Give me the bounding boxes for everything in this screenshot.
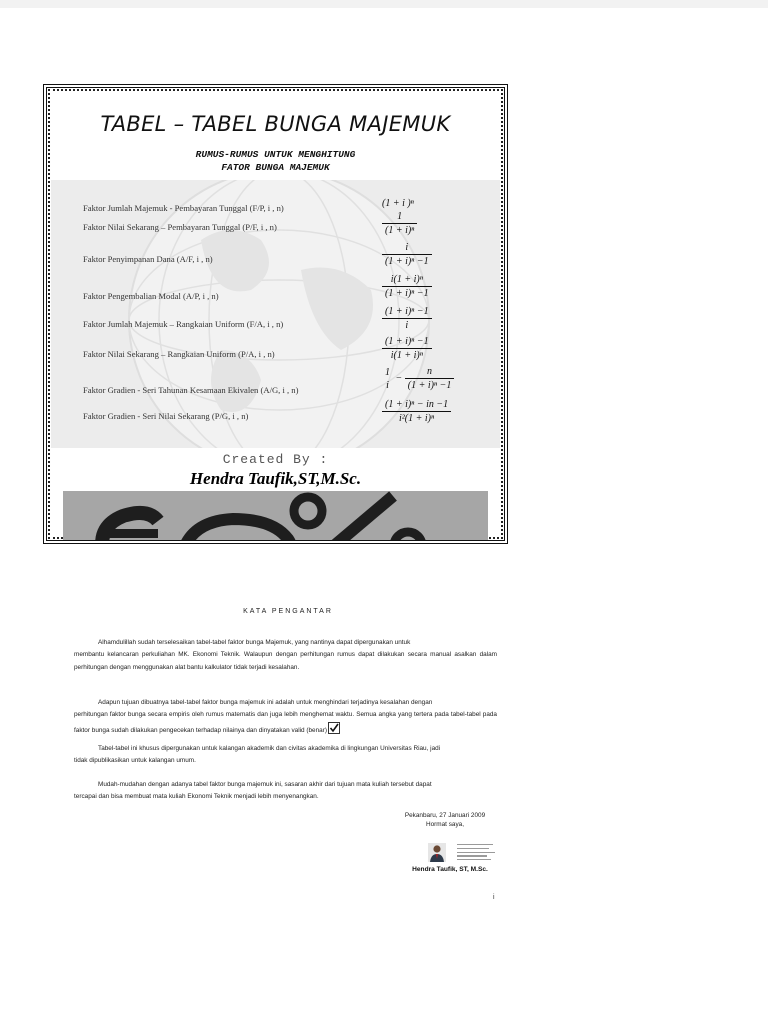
factor-formula bbox=[382, 242, 432, 267]
formula-denominator: (1 + i)ⁿ −1 bbox=[385, 256, 429, 267]
cover-subtitle-line1: RUMUS-RUMUS UNTUK MENGHITUNG bbox=[195, 149, 356, 160]
factor-formula bbox=[382, 274, 432, 299]
currency-percent-banner-image bbox=[63, 491, 488, 544]
author-photo bbox=[428, 843, 446, 862]
paragraph-first-line: Alhamdulillah sudah terselesaikan tabel-tabel faktor bunga Majemuk, yang nantinya dapat dipergunakan untuk bbox=[98, 639, 411, 646]
paragraph-body: membantu kelancaran perkuliahan MK. Ekonomi Teknik. Walaupun dengan perhitungan rumus dapat dilakukan secara manual asalkan dalam perhitungan dengan menggunakan alat bantu kalkulator tidak terjadi kesalahan. bbox=[74, 651, 497, 671]
formula-denominator: (1 + i)ⁿ bbox=[385, 225, 415, 236]
preface-author-name: Hendra Taufik, ST, M.Sc. bbox=[412, 866, 488, 873]
cover-page bbox=[43, 84, 508, 544]
paragraph-body: tercapai dan bisa membuat mata kuliah Ekonomi Teknik menjadi lebih menyenangkan. bbox=[74, 793, 319, 801]
cover-author-name: Hendra Taufik,ST,M.Sc. bbox=[189, 469, 362, 488]
cover-subtitle-line2: FATOR BUNGA MAJEMUK bbox=[221, 162, 330, 173]
factor-formula bbox=[382, 336, 432, 361]
paragraph-first-line: Adapun tujuan dibuatnya tabel-tabel faktor bunga majemuk ini adalah untuk menghindari terjadinya kesalahan dengan bbox=[98, 699, 433, 706]
factor-formula bbox=[382, 399, 451, 424]
formula-lead-denominator: i bbox=[386, 379, 389, 391]
preface-paragraph bbox=[74, 743, 497, 768]
factor-row bbox=[83, 249, 213, 263]
formula-minus: − bbox=[395, 373, 403, 384]
factor-label: Faktor Pengembalian Modal (A/P, i , n) bbox=[83, 291, 219, 301]
paragraph-body bbox=[74, 709, 497, 737]
factor-label: Faktor Gradien - Seri Tahunan Kesamaan Ekivalen (A/G, i , n) bbox=[83, 385, 299, 395]
factor-row bbox=[83, 406, 248, 420]
factor-row bbox=[83, 217, 277, 231]
paragraph-body: tidak dipublikasikan untuk kalangan umum. bbox=[74, 757, 196, 765]
formula-numerator: i bbox=[382, 242, 432, 255]
cover-title: TABEL – TABEL BUNGA MAJEMUK bbox=[100, 112, 451, 136]
factor-label: Faktor Penyimpanan Dana (A/F, i , n) bbox=[83, 254, 213, 264]
paragraph-body-text: perhitungan faktor bunga secara empiris oleh rumus matematis dan juga lebih menghemat waktu. Semua angka yang tertera pada tabel-tabel pada faktor bunga sudah dilakukan pengecekan terhadap nilainya dan dinyatakan valid (benar) bbox=[74, 711, 497, 734]
preface-heading: KATA PENGANTAR bbox=[243, 608, 333, 615]
factor-formula bbox=[382, 211, 417, 236]
factor-row bbox=[83, 286, 219, 300]
paragraph-first-line: Mudah-mudahan dengan adanya tabel faktor bunga majemuk ini, sasaran akhir dari tujuan mata kuliah tersebut dapat bbox=[98, 781, 432, 788]
preface-paragraph bbox=[74, 697, 497, 737]
cover-subtitle bbox=[47, 148, 504, 174]
signature-scribble-image bbox=[457, 844, 497, 863]
formula-numerator: (1 + i)ⁿ −1 bbox=[382, 306, 432, 319]
factor-row bbox=[83, 344, 275, 358]
factor-formula bbox=[382, 366, 454, 391]
signature-block bbox=[380, 811, 510, 829]
factor-formula: (1 + i )ⁿ bbox=[382, 198, 414, 209]
factor-row bbox=[83, 198, 284, 212]
factor-row bbox=[83, 380, 298, 394]
formula-lead-numerator: 1 bbox=[385, 366, 390, 378]
closing-salutation: Hormat saya, bbox=[425, 821, 464, 828]
page-number: i bbox=[493, 894, 495, 901]
check-mark-icon bbox=[328, 722, 340, 734]
factor-row bbox=[83, 314, 283, 328]
formula-denominator: (1 + i)ⁿ −1 bbox=[385, 288, 429, 299]
factor-label: Faktor Nilai Sekarang – Rangkaian Uniform (P/A, i , n) bbox=[83, 349, 275, 359]
formula-numerator: 1 bbox=[382, 211, 417, 224]
preface-paragraph bbox=[74, 779, 497, 804]
created-by-label: Created By : bbox=[222, 452, 329, 467]
formula-denominator: (1 + i)ⁿ −1 bbox=[407, 380, 452, 391]
formula-panel bbox=[51, 180, 500, 448]
formula-numerator: (1 + i)ⁿ −1 bbox=[382, 336, 432, 349]
formula-denominator: i bbox=[405, 320, 409, 331]
factor-formula bbox=[382, 306, 432, 331]
formula-denominator: i²(1 + i)ⁿ bbox=[399, 413, 435, 424]
factor-label: Faktor Nilai Sekarang – Pembayaran Tunggal (P/F, i , n) bbox=[83, 222, 277, 232]
viewer-top-bar bbox=[0, 0, 768, 8]
formula-numerator: (1 + i)ⁿ − in −1 bbox=[382, 399, 451, 412]
preface-paragraph bbox=[74, 637, 497, 674]
factor-label: Faktor Gradien - Seri Nilai Sekarang (P/G, i , n) bbox=[83, 411, 249, 421]
formula-denominator: i(1 + i)ⁿ bbox=[390, 350, 423, 361]
factor-label: Faktor Jumlah Majemuk – Rangkaian Uniform (F/A, i , n) bbox=[83, 319, 284, 329]
formula-numerator: i(1 + i)ⁿ bbox=[382, 274, 432, 287]
formula-numerator: n bbox=[405, 366, 455, 379]
factor-label: Faktor Jumlah Majemuk - Pembayaran Tunggal (F/P, i , n) bbox=[83, 203, 284, 213]
paragraph-first-line: Tabel-tabel ini khusus dipergunakan untuk kalangan akademik dan civitas akademika di lingkungan Universitas Riau, jadi bbox=[98, 745, 441, 752]
place-date: Pekanbaru, 27 Januari 2009 bbox=[404, 812, 486, 819]
